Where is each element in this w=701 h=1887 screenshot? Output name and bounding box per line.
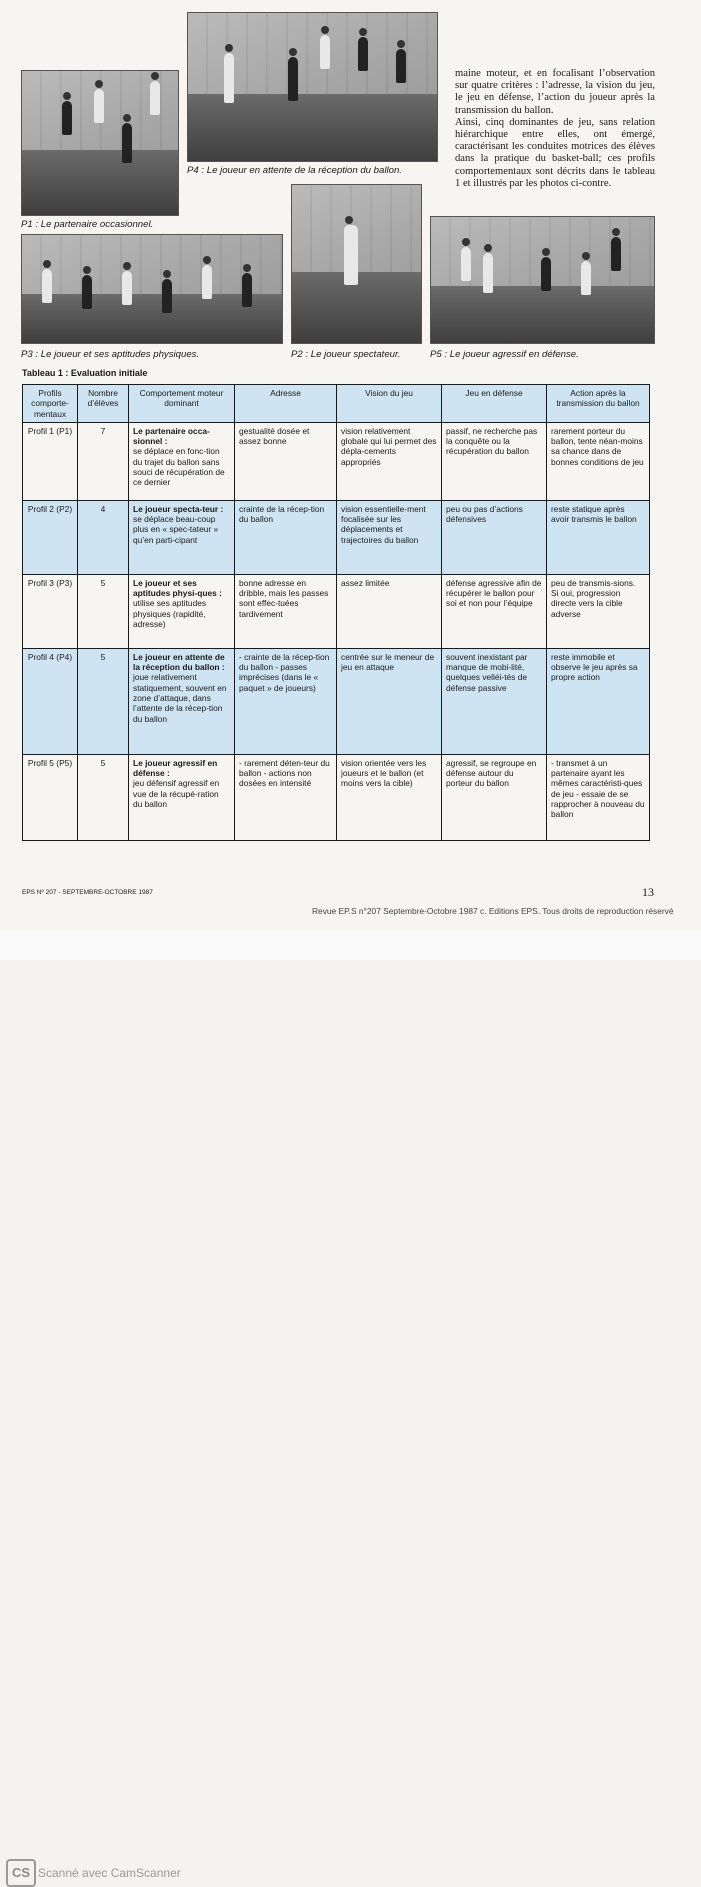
- table-row: [23, 754, 650, 840]
- cell-nombre: 5: [78, 754, 129, 840]
- cell-action: reste statique après avoir transmis le ballon: [547, 500, 650, 574]
- magazine-page: [0, 0, 701, 930]
- photo-p3: [21, 234, 283, 344]
- table-row: [23, 422, 650, 500]
- header-defense: Jeu en défense: [442, 385, 547, 423]
- cell-comportement-desc: jeu défensif agressif en vue de la récupé-ration du ballon: [133, 778, 220, 810]
- page-number: 13: [642, 885, 654, 899]
- cell-adresse: - crainte de la récep-tion du ballon - passes imprécises (dans le « paquet » de joueurs): [235, 648, 337, 754]
- camscanner-logo-icon: CS: [6, 1859, 36, 1887]
- cell-nombre: 5: [78, 574, 129, 648]
- cell-profil: Profil 1 (P1): [23, 422, 78, 500]
- cell-comportement-title: Le partenaire occa-sionnel :: [133, 425, 210, 447]
- table-row: [23, 574, 650, 648]
- cell-comportement-desc: se déplace en fonc-tion du trajet du ballon sans souci de récupération de ce dernier: [133, 446, 225, 488]
- cell-nombre: 4: [78, 500, 129, 574]
- cell-nombre: 7: [78, 422, 129, 500]
- evaluation-table: [22, 384, 650, 841]
- cell-action: - transmet à un partenaire ayant les mêmes caractéristi-ques de jeu - essaie de se rapprocher à nouveau du ballon: [547, 754, 650, 840]
- header-adresse: Adresse: [235, 385, 337, 423]
- header-vision: Vision du jeu: [337, 385, 442, 423]
- cell-defense: défense agressive afin de récupérer le ballon pour soi et non pour l’équipe: [442, 574, 547, 648]
- issue-footer: EPS Nº 207 - SEPTEMBRE-OCTOBRE 1987: [22, 889, 153, 896]
- cell-comportement-title: Le joueur specta-teur :: [133, 503, 224, 514]
- cell-comportement-title: Le joueur en attente de la réception du ballon :: [133, 651, 225, 673]
- scanner-watermark-bar: [0, 930, 701, 1880]
- cell-comportement-title: Le joueur et ses aptitudes physi-ques :: [133, 577, 222, 599]
- cell-comportement-desc: joue relativement statiquement, souvent en zone d’attaque, dans l’attente de la récep-tion du ballon: [133, 672, 227, 724]
- caption-p4: P4 : Le joueur en attente de la réception du ballon.: [187, 165, 402, 176]
- cell-adresse: bonne adresse en dribble, mais les passes sont effec-tuées tardivement: [235, 574, 337, 648]
- paragraph-line-1: maine moteur, et en focalisant l’observation sur quatre critères : l’adresse, la vision du jeu, le jeu en défense, l’action du joueur après la transmission du ballon.: [455, 68, 655, 116]
- cell-nombre: 5: [78, 648, 129, 754]
- table-row: [23, 500, 650, 574]
- cell-defense: peu ou pas d’actions défensives: [442, 500, 547, 574]
- cell-comportement: [129, 422, 235, 500]
- cell-action: rarement porteur du ballon, tente néan-moins sa chance dans de bonnes conditions de jeu: [547, 422, 650, 500]
- cell-comportement: [129, 754, 235, 840]
- photo-p2: [291, 184, 422, 344]
- cell-comportement: [129, 574, 235, 648]
- cell-profil: Profil 5 (P5): [23, 754, 78, 840]
- cell-adresse: crainte de la récep-tion du ballon: [235, 500, 337, 574]
- caption-p5: P5 : Le joueur agressif en défense.: [430, 349, 579, 360]
- header-profils: Profils comporte-mentaux: [23, 385, 78, 423]
- photo-p1: [21, 70, 179, 216]
- photo-p5: [430, 216, 655, 344]
- caption-p2: P2 : Le joueur spectateur.: [291, 349, 401, 360]
- cell-comportement: [129, 648, 235, 754]
- header-nombre: Nombre d’élèves: [78, 385, 129, 423]
- caption-p3: P3 : Le joueur et ses aptitudes physiques.: [21, 349, 200, 360]
- cell-defense: souvent inexistant par manque de mobi-lité, quelques velléi-tés de défense passive: [442, 648, 547, 754]
- photo-p4: [187, 12, 438, 162]
- caption-p1: P1 : Le partenaire occasionnel.: [21, 219, 154, 230]
- cell-vision: vision orientée vers les joueurs et le ballon (et moins vers la cible): [337, 754, 442, 840]
- paragraph-line-2: Ainsi, cinq dominantes de jeu, sans relation hiérarchique entre elles, ont émergé, caractérisant les conduites motrices des élèves dans la pratique du basket-ball; ces profils comportementaux sont décrits dans le tableau 1 et illustrés par les photos ci-contre.: [455, 116, 655, 189]
- cell-defense: passif, ne recherche pas la conquête ou la récupération du ballon: [442, 422, 547, 500]
- table-header-row: [23, 385, 650, 423]
- cell-comportement-desc: utilise ses aptitudes physiques (rapidité, adresse): [133, 598, 207, 630]
- cell-action: peu de transmis-sions. Si oui, progression directe vers la cible adverse: [547, 574, 650, 648]
- cell-comportement-title: Le joueur agressif en défense :: [133, 757, 218, 779]
- body-paragraph: [455, 68, 655, 190]
- cell-comportement-desc: se déplace beau-coup plus en « spec-tateur » qu’en parti-cipant: [133, 514, 219, 545]
- cell-action: reste immobile et observe le jeu après sa propre action: [547, 648, 650, 754]
- cell-profil: Profil 3 (P3): [23, 574, 78, 648]
- cell-vision: vision relativement globale qui lui permet des dépla-cements appropriés: [337, 422, 442, 500]
- camscanner-text: Scanné avec CamScanner: [38, 1866, 181, 1880]
- table-title: Tableau 1 : Evaluation initiale: [22, 368, 148, 378]
- copyright-credit: Revue EP.S n°207 Septembre-Octobre 1987 c. Editions EPS. Tous droits de reproduction réservé: [312, 906, 674, 916]
- cell-adresse: gestualité dosée et assez bonne: [235, 422, 337, 500]
- cell-comportement: [129, 500, 235, 574]
- header-comportement: Comportement moteur dominant: [129, 385, 235, 423]
- cell-vision: vision essentielle-ment focalisée sur les déplacements et trajectoires du ballon: [337, 500, 442, 574]
- cell-vision: assez limitée: [337, 574, 442, 648]
- cell-defense: agressif, se regroupe en défense autour du porteur du ballon: [442, 754, 547, 840]
- header-action: Action après la transmission du ballon: [547, 385, 650, 423]
- cell-vision: centrée sur le meneur de jeu en attaque: [337, 648, 442, 754]
- cell-adresse: - rarement déten-teur du ballon - actions non dosées en intensité: [235, 754, 337, 840]
- cell-profil: Profil 4 (P4): [23, 648, 78, 754]
- table-row: [23, 648, 650, 754]
- cell-profil: Profil 2 (P2): [23, 500, 78, 574]
